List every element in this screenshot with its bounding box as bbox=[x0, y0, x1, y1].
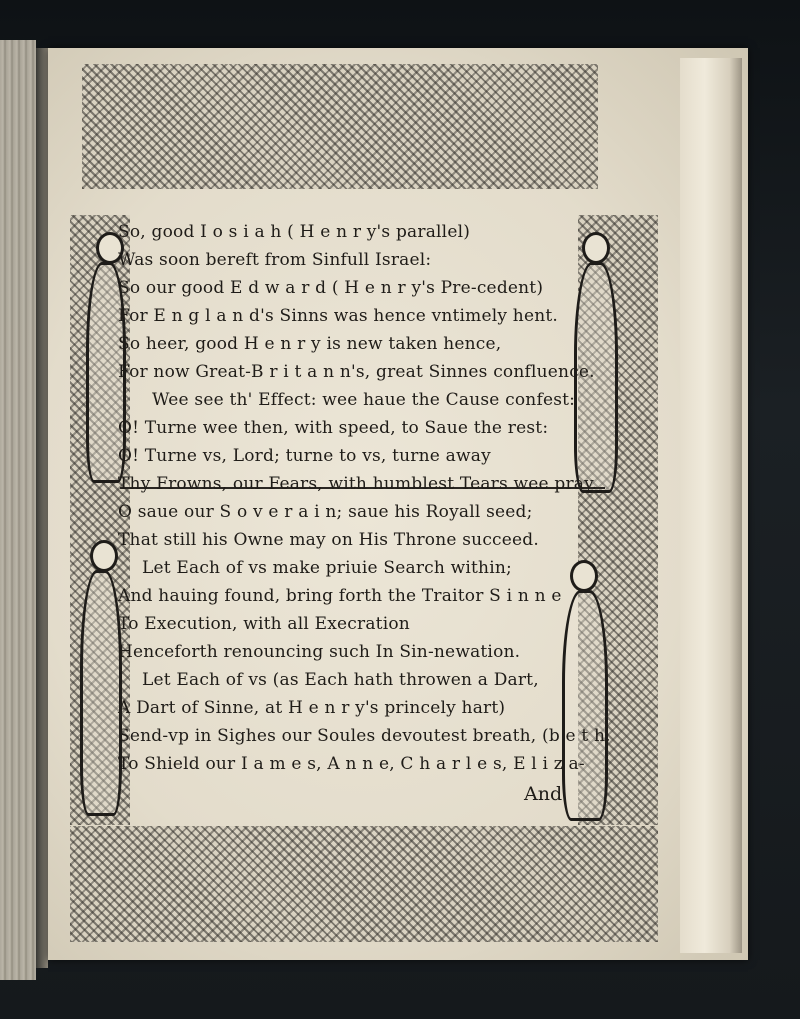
poem-line: O! Turne vs, Lord; turne to vs, turne away bbox=[118, 446, 491, 466]
facing-page-edge bbox=[0, 40, 36, 980]
poem-line: So heer, good H e n r y is new taken hence, bbox=[118, 334, 502, 354]
poem-line: To Shield our I a m e s, A n n e, C h a r l e s, E l i z a- bbox=[118, 754, 585, 774]
poem-line: For now Great-B r i t a n n's, great Sinnes confluence. bbox=[118, 362, 595, 382]
poem-line: Henceforth renouncing such In Sin-newation. bbox=[118, 642, 521, 662]
poem-line: A Dart of Sinne, at H e n r y's princely hart) bbox=[118, 698, 506, 718]
binding-gutter bbox=[36, 48, 48, 968]
poem-line: Let Each of vs (as Each hath throwen a Dart, bbox=[142, 670, 539, 690]
poem-line: Was soon bereft from Sinfull Israel: bbox=[118, 250, 432, 270]
poem-line: To Execution, with all Execration bbox=[118, 614, 410, 634]
poem-line: So our good E d w a r d ( H e n r y's Pre-cedent) bbox=[118, 278, 544, 298]
poem-line: That still his Owne may on His Throne succeed. bbox=[118, 530, 539, 550]
woodcut-border-top bbox=[82, 64, 598, 189]
poem-line: O! Turne wee then, with speed, to Saue the rest: bbox=[118, 418, 549, 438]
poem-text bbox=[98, 200, 611, 780]
poem-line: For E n g l a n d's Sinns was hence vntimely hent. bbox=[118, 306, 559, 326]
page-fore-edge bbox=[680, 58, 742, 953]
poem-line: And hauing found, bring forth the Traitor S i n n e bbox=[118, 586, 562, 606]
catchword: And bbox=[524, 783, 563, 805]
poem-line: Wee see th' Effect: wee haue the Cause confest: bbox=[152, 390, 576, 410]
poem-line: So, good I o s i a h ( H e n r y's parallel) bbox=[118, 222, 471, 242]
poem-line: Let Each of vs make priuie Search within; bbox=[142, 558, 512, 578]
poem-line: O saue our S o v e r a i n; saue his Royall seed; bbox=[118, 502, 533, 522]
poem-line: Send-vp in Sighes our Soules devoutest breath, (b e t h, bbox=[118, 726, 611, 746]
poem-line: Thy Frowns, our Fears, with humblest Tears wee pray. bbox=[118, 474, 598, 494]
woodcut-border-bottom bbox=[70, 826, 658, 942]
